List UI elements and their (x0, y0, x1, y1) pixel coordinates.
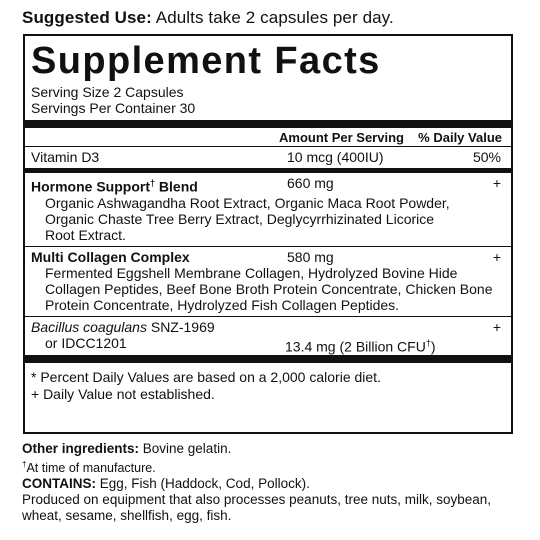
hormone-amount: 660 mg (287, 175, 334, 191)
other-information (22, 441, 522, 524)
contains-label: CONTAINS: (22, 476, 96, 492)
divider-thick (25, 120, 511, 128)
collagen-dv: + (492, 248, 501, 265)
hormone-name-text: Hormone Support (31, 178, 150, 195)
vitamin-d3-amount: 10 mcg (400IU) (287, 149, 384, 165)
servings-per-container: Servings Per Container 30 (31, 100, 196, 116)
row-bacillus-line2 (31, 335, 505, 355)
manufacture-dagger: † (22, 460, 27, 469)
bacillus-amount-dagger: † (425, 337, 431, 348)
bacillus-dv: + (492, 318, 501, 335)
hormone-ingredients-3: Root Extract. (45, 226, 126, 243)
bacillus-amount-end: ) (430, 338, 436, 355)
divider-thick (25, 355, 511, 363)
suggested-use (22, 8, 394, 28)
bacillus-amount (285, 335, 436, 355)
column-header (31, 128, 505, 146)
hormone-ingredients-1: Organic Ashwagandha Root Extract, Organic Maca Root Powder, (45, 194, 450, 211)
supplement-facts-panel (23, 34, 513, 434)
collagen-ingredients-3: Protein Concentrate, Hydrolyzed Fish Collagen Peptides. (45, 296, 400, 313)
footnotes (31, 363, 505, 403)
other-ingredients (22, 441, 522, 457)
produced-on-line-2: wheat, sesame, shellfish, egg, fish. (22, 508, 232, 524)
allergen-contains (22, 476, 522, 492)
other-ingredients-label: Other ingredients: (22, 441, 140, 456)
serving-size: Serving Size 2 Capsules (31, 84, 184, 100)
vitamin-d3-name: Vitamin D3 (31, 149, 100, 165)
hormone-dv: + (492, 175, 501, 191)
collagen-name: Multi Collagen Complex (31, 248, 190, 265)
header-amount: Amount Per Serving (279, 130, 404, 145)
footnote-daily-values: * Percent Daily Values are based on a 2,000 calorie diet. (31, 368, 381, 385)
hormone-ingredients-2: Organic Chaste Tree Berry Extract, Deglycyrrhizinated Licorice (45, 210, 435, 227)
collagen-ingredients-2: Collagen Peptides, Beef Bone Broth Protein Concentrate, Chicken Bone (45, 280, 493, 297)
collagen-amount: 580 mg (287, 248, 334, 265)
bacillus-name-rest: SNZ-1969 (146, 318, 215, 335)
manufacture-note (22, 457, 522, 476)
bacillus-amount-text: 13.4 mg (2 Billion CFU (285, 338, 426, 355)
suggested-use-label: Suggested Use: (22, 8, 152, 27)
hormone-dagger: † (150, 178, 156, 188)
hormone-name (31, 175, 198, 195)
bacillus-name (31, 319, 215, 335)
produced-on-line-1: Produced on equipment that also processes peanuts, tree nuts, milk, soybean, (22, 492, 492, 508)
vitamin-d3-dv: 50% (472, 149, 501, 165)
suggested-use-text: Adults take 2 capsules per day. (151, 8, 394, 27)
row-hormone-blend (31, 173, 505, 195)
footnote-not-established: + Daily Value not established. (31, 385, 215, 402)
panel-title: Supplement Facts (31, 40, 381, 82)
header-daily-value: % Daily Value (418, 130, 502, 145)
row-bacillus (31, 317, 505, 335)
bacillus-name-line2: or IDCC1201 (45, 334, 127, 351)
other-ingredients-text: Bovine gelatin. (139, 441, 232, 456)
manufacture-text: At time of manufacture. (26, 461, 156, 476)
bacillus-name-italic: Bacillus coagulans (31, 318, 147, 335)
hormone-name-suffix: Blend (155, 178, 198, 195)
contains-text: Egg, Fish (Haddock, Cod, Pollock). (96, 476, 310, 492)
row-vitamin-d3 (31, 147, 505, 168)
row-multi-collagen (31, 247, 505, 265)
collagen-ingredients-1: Fermented Eggshell Membrane Collagen, Hydrolyzed Bovine Hide (45, 264, 458, 281)
